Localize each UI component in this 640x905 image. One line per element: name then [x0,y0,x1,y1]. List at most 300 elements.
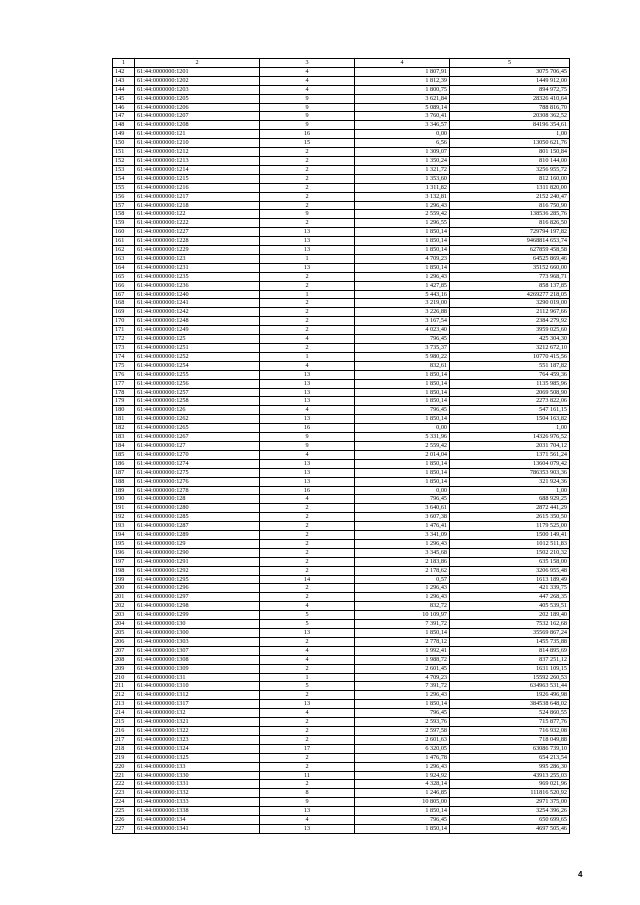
cadastral-number-cell: 61:44:0000000:1297 [135,593,260,602]
table-row [113,602,570,611]
table-row [113,344,570,353]
cadastral-number-cell: 61:44:0000000:1201 [135,67,260,76]
cadastral-number-cell: 61:44:0000000:1228 [135,237,260,246]
cadastral-value-cell: 111816 520,92 [450,789,570,798]
cadastral-number-cell: 61:44:0000000:1323 [135,735,260,744]
unit-value-cell: 1 850,14 [355,388,450,397]
cadastral-number-cell: 61:44:0000000:1270 [135,450,260,459]
cadastral-value-cell: 2273 822,06 [450,397,570,406]
cadastral-number-cell: 61:44:0000000:125 [135,335,260,344]
group-code-cell: 4 [260,495,355,504]
row-number-cell: 166 [113,281,135,290]
cadastral-number-cell: 61:44:0000000:1213 [135,156,260,165]
cadastral-value-cell: 1311 820,00 [450,183,570,192]
cadastral-value-cell: 1455 735,88 [450,637,570,646]
unit-value-cell: 2 559,42 [355,210,450,219]
group-code-cell: 2 [260,165,355,174]
group-code-cell: 13 [260,263,355,272]
group-code-cell: 17 [260,744,355,753]
unit-value-cell: 1 800,75 [355,85,450,94]
table-row [113,254,570,263]
unit-value-cell: 1 476,41 [355,522,450,531]
cadastral-number-cell: 61:44:0000000:1299 [135,611,260,620]
unit-value-cell: 6,56 [355,139,450,148]
group-code-cell: 2 [260,718,355,727]
table-row [113,370,570,379]
group-code-cell: 4 [260,709,355,718]
unit-value-cell: 1 850,14 [355,477,450,486]
unit-value-cell: 1 850,14 [355,468,450,477]
cadastral-value-cell: 1631 109,15 [450,664,570,673]
table-row [113,620,570,629]
cadastral-number-cell: 61:44:0000000:1241 [135,299,260,308]
cadastral-number-cell: 61:44:0000000:1312 [135,691,260,700]
row-number-cell: 142 [113,67,135,76]
cadastral-value-cell: 894 972,75 [450,85,570,94]
row-number-cell: 158 [113,210,135,219]
table-row [113,744,570,753]
group-code-cell: 2 [260,174,355,183]
group-code-cell: 9 [260,112,355,121]
unit-value-cell: 832,72 [355,602,450,611]
cadastral-value-cell: 425 304,30 [450,335,570,344]
cadastral-number-cell: 61:44:0000000:1215 [135,174,260,183]
cadastral-value-cell: 1,00 [450,130,570,139]
cadastral-number-cell: 61:44:0000000:1322 [135,726,260,735]
unit-value-cell: 4 328,14 [355,780,450,789]
group-code-cell: 2 [260,735,355,744]
cadastral-value-cell: 1926 496,98 [450,691,570,700]
cadastral-value-cell: 716 932,08 [450,726,570,735]
table-row [113,700,570,709]
cadastral-number-cell: 61:44:0000000:1203 [135,85,260,94]
cadastral-number-cell: 61:44:0000000:1242 [135,308,260,317]
row-number-cell: 217 [113,735,135,744]
page-number: 4 [578,870,583,879]
unit-value-cell: 0,57 [355,575,450,584]
group-code-cell: 5 [260,620,355,629]
cadastral-number-cell: 61:44:0000000:1206 [135,103,260,112]
table-row [113,682,570,691]
cadastral-value-cell: 20308 362,52 [450,112,570,121]
group-code-cell: 2 [260,753,355,762]
group-code-cell: 2 [260,664,355,673]
unit-value-cell: 3 760,41 [355,112,450,121]
table-row [113,121,570,130]
cadastral-value-cell: 138536 285,76 [450,210,570,219]
row-number-cell: 159 [113,219,135,228]
column-header-4: 4 [355,59,450,68]
row-number-cell: 173 [113,344,135,353]
table-row [113,450,570,459]
row-number-cell: 171 [113,326,135,335]
cadastral-number-cell: 61:44:0000000:1265 [135,424,260,433]
table-row [113,824,570,833]
group-code-cell: 4 [260,646,355,655]
group-code-cell: 4 [260,655,355,664]
unit-value-cell: 1 850,14 [355,263,450,272]
table-row [113,513,570,522]
table-row [113,263,570,272]
cadastral-number-cell: 61:44:0000000:1300 [135,629,260,638]
row-number-cell: 188 [113,477,135,486]
group-code-cell: 9 [260,121,355,130]
unit-value-cell: 1 850,14 [355,700,450,709]
cadastral-number-cell: 61:44:0000000:128 [135,495,260,504]
cadastral-number-cell: 61:44:0000000:1210 [135,139,260,148]
group-code-cell: 14 [260,575,355,584]
group-code-cell: 5 [260,611,355,620]
cadastral-value-cell: 729794 197,82 [450,228,570,237]
unit-value-cell: 2 778,12 [355,637,450,646]
unit-value-cell: 4 709,23 [355,673,450,682]
cadastral-value-cell: 688 929,25 [450,495,570,504]
row-number-cell: 203 [113,611,135,620]
cadastral-value-cell: 788 816,70 [450,103,570,112]
row-number-cell: 149 [113,130,135,139]
group-code-cell: 2 [260,557,355,566]
group-code-cell: 2 [260,566,355,575]
cadastral-number-cell: 61:44:0000000:1267 [135,433,260,442]
table-row [113,112,570,121]
row-number-cell: 190 [113,495,135,504]
row-number-cell: 162 [113,246,135,255]
row-number-cell: 187 [113,468,135,477]
cadastral-value-cell: 63086 739,10 [450,744,570,753]
column-header-2: 2 [135,59,260,68]
row-number-cell: 184 [113,441,135,450]
cadastral-value-cell: 816 826,50 [450,219,570,228]
unit-value-cell: 1 812,39 [355,76,450,85]
cadastral-number-cell: 61:44:0000000:1275 [135,468,260,477]
cadastral-value-cell: 202 189,40 [450,611,570,620]
row-number-cell: 206 [113,637,135,646]
table-row [113,94,570,103]
row-number-cell: 195 [113,539,135,548]
cadastral-number-cell: 61:44:0000000:1280 [135,504,260,513]
table-row [113,165,570,174]
cadastral-number-cell: 61:44:0000000:1222 [135,219,260,228]
unit-value-cell: 1 850,14 [355,459,450,468]
unit-value-cell: 1 296,43 [355,539,450,548]
row-number-cell: 213 [113,700,135,709]
row-number-cell: 181 [113,415,135,424]
cadastral-number-cell: 61:44:0000000:1252 [135,352,260,361]
cadastral-number-cell: 61:44:0000000:1235 [135,272,260,281]
row-number-cell: 223 [113,789,135,798]
cadastral-value-cell: 405 539,51 [450,602,570,611]
row-number-cell: 224 [113,798,135,807]
cadastral-number-cell: 61:44:0000000:122 [135,210,260,219]
cadastral-value-cell: 812 160,00 [450,174,570,183]
unit-value-cell: 1 296,43 [355,593,450,602]
cadastral-value-cell: 627859 458,58 [450,246,570,255]
row-number-cell: 182 [113,424,135,433]
table-row [113,718,570,727]
unit-value-cell: 2 559,42 [355,441,450,450]
cadastral-number-cell: 61:44:0000000:133 [135,762,260,771]
row-number-cell: 207 [113,646,135,655]
unit-value-cell: 1 850,14 [355,397,450,406]
table-row [113,566,570,575]
group-code-cell: 2 [260,539,355,548]
row-number-cell: 164 [113,263,135,272]
unit-value-cell: 10 805,00 [355,798,450,807]
table-row [113,771,570,780]
row-number-cell: 161 [113,237,135,246]
table-row [113,522,570,531]
table-row [113,807,570,816]
cadastral-number-cell: 61:44:0000000:1212 [135,148,260,157]
group-code-cell: 2 [260,156,355,165]
cadastral-number-cell: 61:44:0000000:1308 [135,655,260,664]
row-number-cell: 193 [113,522,135,531]
row-number-cell: 205 [113,629,135,638]
table-row [113,174,570,183]
cadastral-number-cell: 61:44:0000000:1295 [135,575,260,584]
group-code-cell: 13 [260,824,355,833]
cadastral-number-cell: 61:44:0000000:1330 [135,771,260,780]
cadastral-value-cell: 3075 706,45 [450,67,570,76]
group-code-cell: 9 [260,94,355,103]
table-row [113,352,570,361]
table-row [113,415,570,424]
group-code-cell: 13 [260,415,355,424]
group-code-cell: 13 [260,629,355,638]
cadastral-number-cell: 61:44:0000000:1287 [135,522,260,531]
table-row [113,629,570,638]
table-row [113,228,570,237]
cadastral-number-cell: 61:44:0000000:1291 [135,557,260,566]
table-row [113,361,570,370]
group-code-cell: 13 [260,237,355,246]
group-code-cell: 8 [260,789,355,798]
row-number-cell: 202 [113,602,135,611]
row-number-cell: 143 [113,76,135,85]
row-number-cell: 208 [113,655,135,664]
cadastral-value-cell: 3212 672,10 [450,344,570,353]
table-row [113,789,570,798]
group-code-cell: 13 [260,379,355,388]
cadastral-value-cell: 321 924,36 [450,477,570,486]
table-row [113,156,570,165]
cadastral-value-cell: 9468814 653,74 [450,237,570,246]
cadastral-number-cell: 61:44:0000000:1290 [135,548,260,557]
cadastral-number-cell: 61:44:0000000:1298 [135,602,260,611]
unit-value-cell: 796,45 [355,495,450,504]
row-number-cell: 144 [113,85,135,94]
cadastral-value-cell: 1371 561,24 [450,450,570,459]
group-code-cell: 2 [260,148,355,157]
cadastral-value-cell: 2872 441,29 [450,504,570,513]
group-code-cell: 2 [260,192,355,201]
unit-value-cell: 796,45 [355,335,450,344]
table-row [113,130,570,139]
table-row [113,557,570,566]
cadastral-value-cell: 837 251,12 [450,655,570,664]
table-row [113,646,570,655]
cadastral-value-cell: 654 213,54 [450,753,570,762]
cadastral-value-cell: 4697 505,46 [450,824,570,833]
cadastral-number-cell: 61:44:0000000:123 [135,254,260,263]
cadastral-number-cell: 61:44:0000000:1338 [135,807,260,816]
row-number-cell: 177 [113,379,135,388]
group-code-cell: 4 [260,67,355,76]
cadastral-number-cell: 61:44:0000000:1257 [135,388,260,397]
table-row [113,753,570,762]
row-number-cell: 150 [113,139,135,148]
cadastral-number-cell: 61:44:0000000:121 [135,130,260,139]
cadastral-value-cell: 786353 903,36 [450,468,570,477]
unit-value-cell: 2 601,63 [355,735,450,744]
table-body [113,67,570,833]
unit-value-cell: 1 296,55 [355,219,450,228]
table-row [113,673,570,682]
row-number-cell: 210 [113,673,135,682]
cadastral-number-cell: 61:44:0000000:1208 [135,121,260,130]
group-code-cell: 2 [260,593,355,602]
row-number-cell: 176 [113,370,135,379]
cadastral-number-cell: 61:44:0000000:1202 [135,76,260,85]
unit-value-cell: 1 309,07 [355,148,450,157]
table-row [113,584,570,593]
unit-value-cell: 3 226,88 [355,308,450,317]
group-code-cell: 2 [260,219,355,228]
unit-value-cell: 1 850,14 [355,415,450,424]
cadastral-number-cell: 61:44:0000000:1274 [135,459,260,468]
cadastral-number-cell: 61:44:0000000:1278 [135,486,260,495]
group-code-cell: 13 [260,459,355,468]
table-row [113,816,570,825]
group-code-cell: 16 [260,486,355,495]
cadastral-value-cell: 2112 967,66 [450,308,570,317]
unit-value-cell: 3 640,61 [355,504,450,513]
unit-value-cell: 3 621,84 [355,94,450,103]
unit-value-cell: 2 593,76 [355,718,450,727]
group-code-cell: 13 [260,468,355,477]
unit-value-cell: 3 345,68 [355,548,450,557]
table-row [113,290,570,299]
row-number-cell: 179 [113,397,135,406]
cadastral-value-cell: 773 968,71 [450,272,570,281]
group-code-cell: 2 [260,326,355,335]
table-row [113,308,570,317]
unit-value-cell: 1 992,41 [355,646,450,655]
unit-value-cell: 1 988,72 [355,655,450,664]
table-row [113,335,570,344]
unit-value-cell: 1 353,60 [355,174,450,183]
row-number-cell: 199 [113,575,135,584]
row-number-cell: 145 [113,94,135,103]
cadastral-value-cell: 969 021,96 [450,780,570,789]
cadastral-number-cell: 61:44:0000000:131 [135,673,260,682]
group-code-cell: 2 [260,522,355,531]
cadastral-value-cell: 43913 255,03 [450,771,570,780]
cadastral-value-cell: 1135 985,96 [450,379,570,388]
table-row [113,183,570,192]
cadastral-number-cell: 61:44:0000000:1332 [135,789,260,798]
unit-value-cell: 2 597,58 [355,726,450,735]
cadastral-number-cell: 61:44:0000000:1333 [135,798,260,807]
group-code-cell: 13 [260,370,355,379]
table-row [113,486,570,495]
cadastral-number-cell: 61:44:0000000:1310 [135,682,260,691]
group-code-cell: 4 [260,602,355,611]
unit-value-cell: 3 346,57 [355,121,450,130]
table-row [113,406,570,415]
row-number-cell: 212 [113,691,135,700]
unit-value-cell: 1 296,43 [355,272,450,281]
group-code-cell: 5 [260,682,355,691]
row-number-cell: 155 [113,183,135,192]
row-number-cell: 189 [113,486,135,495]
cadastral-value-cell: 64525 869,46 [450,254,570,263]
cadastral-number-cell: 61:44:0000000:1292 [135,566,260,575]
row-number-cell: 183 [113,433,135,442]
row-number-cell: 153 [113,165,135,174]
table-row [113,272,570,281]
cadastral-number-cell: 61:44:0000000:1285 [135,513,260,522]
cadastral-number-cell: 61:44:0000000:1256 [135,379,260,388]
cadastral-number-cell: 61:44:0000000:1229 [135,246,260,255]
cadastral-value-cell: 810 144,00 [450,156,570,165]
column-header-5: 5 [450,59,570,68]
cadastral-value-cell: 634963 531,44 [450,682,570,691]
table-row [113,539,570,548]
table-row [113,637,570,646]
table-row [113,691,570,700]
cadastral-number-cell: 61:44:0000000:1254 [135,361,260,370]
cadastral-value-cell: 551 187,82 [450,361,570,370]
table-row [113,593,570,602]
group-code-cell: 1 [260,352,355,361]
group-code-cell: 9 [260,103,355,112]
cadastral-number-cell: 61:44:0000000:1248 [135,317,260,326]
group-code-cell: 4 [260,816,355,825]
row-number-cell: 191 [113,504,135,513]
cadastral-value-cell: 2152 240,47 [450,192,570,201]
group-code-cell: 1 [260,290,355,299]
table-row [113,655,570,664]
row-number-cell: 196 [113,548,135,557]
row-number-cell: 156 [113,192,135,201]
table-row [113,548,570,557]
cadastral-value-cell: 2069 508,90 [450,388,570,397]
unit-value-cell: 1 850,14 [355,629,450,638]
group-code-cell: 2 [260,762,355,771]
unit-value-cell: 1 924,92 [355,771,450,780]
unit-value-cell: 1 807,91 [355,67,450,76]
cadastral-number-cell: 61:44:0000000:130 [135,620,260,629]
cadastral-number-cell: 61:44:0000000:127 [135,441,260,450]
unit-value-cell: 796,45 [355,406,450,415]
unit-value-cell: 4 023,40 [355,326,450,335]
unit-value-cell: 1 850,14 [355,246,450,255]
table-row [113,219,570,228]
cadastral-value-cell: 2384 279,92 [450,317,570,326]
table-row [113,735,570,744]
row-number-cell: 165 [113,272,135,281]
row-number-cell: 222 [113,780,135,789]
unit-value-cell: 3 341,09 [355,531,450,540]
group-code-cell: 2 [260,308,355,317]
cadastral-value-cell: 3290 019,00 [450,299,570,308]
cadastral-number-cell: 61:44:0000000:1251 [135,344,260,353]
cadastral-number-cell: 61:44:0000000:1207 [135,112,260,121]
cadastral-number-cell: 61:44:0000000:1289 [135,531,260,540]
unit-value-cell: 796,45 [355,816,450,825]
unit-value-cell: 6 320,05 [355,744,450,753]
